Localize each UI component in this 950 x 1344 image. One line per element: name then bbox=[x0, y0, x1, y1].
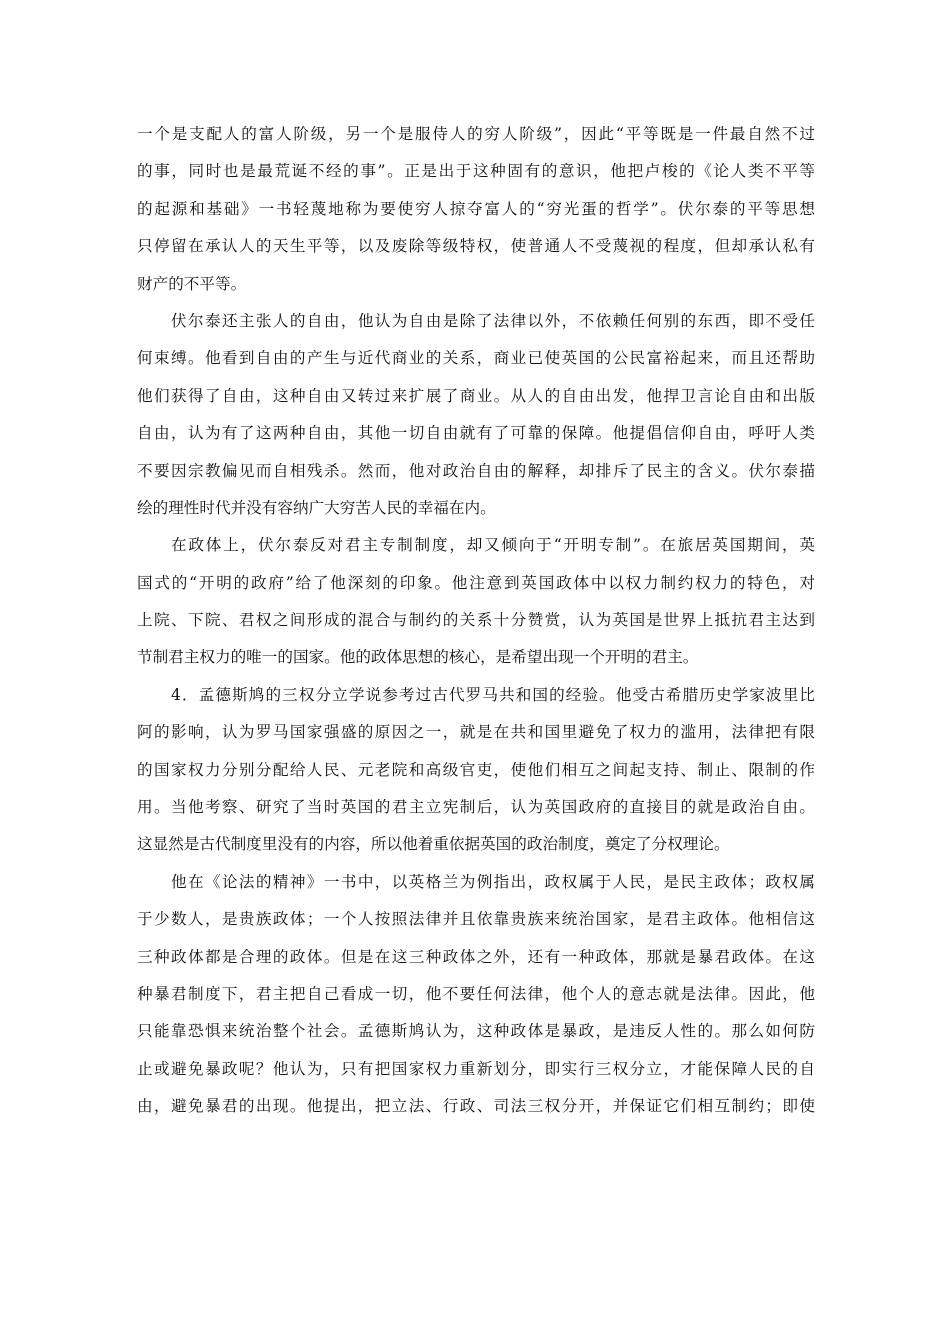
text-line: 用。当他考察、研究了当时英国的君主立宪制后，认为英国政府的直接目的就是政治自由。 bbox=[137, 798, 815, 817]
text-line: 自由，认为有了这两种自由，其他一切自由就有了可靠的保障。他提倡信仰自由，呼吁人类 bbox=[137, 424, 815, 443]
text-line: 绘的理性时代并没有容纳广大穷苦人民的幸福在内。 bbox=[137, 498, 496, 517]
text-line: 的国家权力分别分配给人民、元老院和高级官吏，使他们相互之间起支持、制止、限制的作 bbox=[137, 760, 815, 779]
text-line: 他们获得了自由，这种自由又转过来扩展了商业。从人的自由出发，他捍卫言论自由和出版 bbox=[137, 386, 815, 405]
text-line: 节制君主权力的唯一的国家。他的政体思想的核心，是希望出现一个开明的君主。 bbox=[137, 648, 699, 667]
text-line: 由，避免暴君的出现。他提出，把立法、行政、司法三权分开，并保证它们相互制约；即使 bbox=[137, 1097, 815, 1116]
text-line: 三种政体都是合理的政体。但是在这三种政体之外，还有一种政体，那就是暴君政体。在这 bbox=[137, 947, 815, 966]
text-line: 种暴君制度下，君主把自己看成一切，他不要任何法律，他个人的意志就是法律。因此，他 bbox=[137, 984, 815, 1003]
text-line: 伏尔泰还主张人的自由，他认为自由是除了法律以外，不依赖任何别的东西，即不受任 bbox=[171, 311, 815, 330]
text-line: 国式的“开明的政府”给了他深刻的印象。他注意到英国政体中以权力制约权力的特色，对 bbox=[137, 573, 815, 592]
text-line: 他在《论法的精神》一书中，以英格兰为例指出，政权属于人民，是民主政体；政权属 bbox=[171, 872, 815, 891]
paragraph bbox=[137, 527, 815, 677]
document-body-text bbox=[137, 116, 815, 1126]
paragraph bbox=[137, 116, 815, 303]
text-line: 上院、下院、君权之间形成的混合与制约的关系十分赞赏，认为英国是世界上抵抗君主达到 bbox=[137, 611, 815, 630]
text-line: 的事，同时也是最荒诞不经的事”。正是出于这种固有的意识，他把卢梭的《论人类不平等 bbox=[137, 162, 815, 181]
text-line: 何束缚。他看到自由的产生与近代商业的关系，商业已使英国的公民富裕起来，而且还帮助 bbox=[137, 349, 815, 368]
text-line: 一个是支配人的富人阶级，另一个是服侍人的穷人阶级”，因此“平等既是一件最自然不过 bbox=[137, 125, 815, 143]
text-line: 只停留在承认人的天生平等，以及废除等级特权，使普通人不受蔑视的程度，但却承认私有 bbox=[137, 237, 815, 256]
text-line: 在政体上，伏尔泰反对君主专制制度，却又倾向于“开明专制”。在旅居英国期间，英 bbox=[171, 536, 815, 555]
text-line: 止或避免暴政呢？他认为，只有把国家权力重新划分，即实行三权分立，才能保障人民的自 bbox=[137, 1059, 815, 1078]
paragraph bbox=[137, 677, 815, 864]
text-line: 阿的影响，认为罗马国家强盛的原因之一，就是在共和国里避免了权力的滥用，法律把有限 bbox=[137, 723, 815, 742]
text-line: 4．孟德斯鸠的三权分立学说参考过古代罗马共和国的经验。他受古希腊历史学家波里比 bbox=[171, 685, 815, 704]
text-line: 这显然是古代制度里没有的内容，所以他着重依据英国的政治制度，奠定了分权理论。 bbox=[137, 835, 730, 854]
text-line: 不要因宗教偏见而自相残杀。然而，他对政治自由的解释，却排斥了民主的含义。伏尔泰描 bbox=[137, 461, 815, 480]
paragraph bbox=[137, 303, 815, 527]
text-line: 只能靠恐惧来统治整个社会。孟德斯鸠认为，这种政体是暴政，是违反人性的。那么如何防 bbox=[137, 1022, 815, 1041]
text-line: 的起源和基础》一书轻蔑地称为要使穷人掠夺富人的“穷光蛋的哲学”。伏尔泰的平等思想 bbox=[137, 199, 815, 218]
paragraph bbox=[137, 864, 815, 1126]
text-line: 于少数人，是贵族政体；一个人按照法律并且依靠贵族来统治国家，是君主政体。他相信这 bbox=[137, 910, 815, 929]
text-line: 财产的不平等。 bbox=[137, 274, 247, 293]
